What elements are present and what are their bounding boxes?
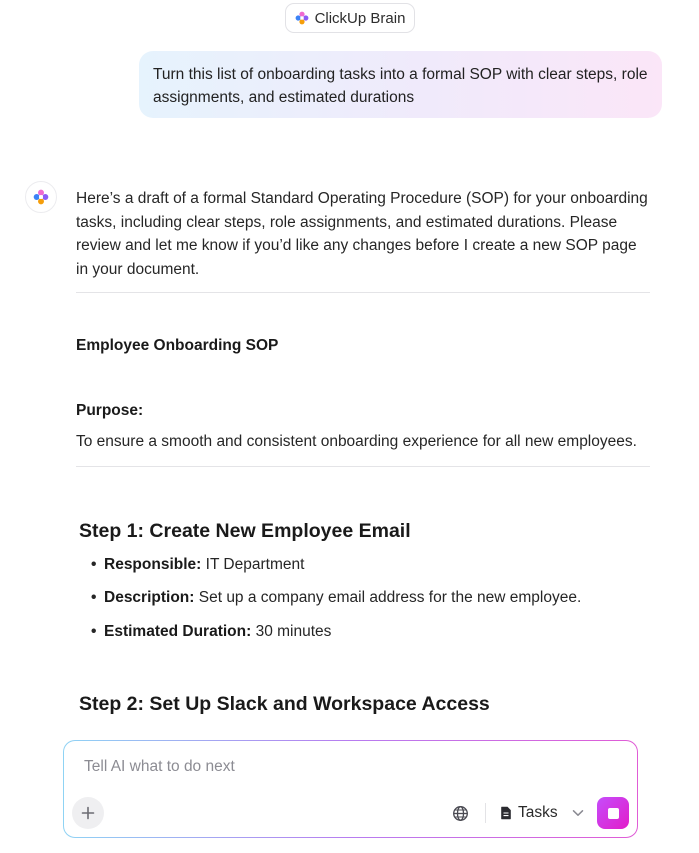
add-attachment-button[interactable] — [72, 797, 104, 829]
plus-icon — [81, 806, 95, 820]
list-item — [91, 556, 304, 574]
bullet-value: Set up a company email address for the new employee. — [194, 589, 582, 606]
clickup-brain-logo-icon — [33, 189, 49, 205]
divider — [76, 466, 650, 467]
user-message-text: Turn this list of onboarding tasks into a formal SOP with clear steps, role assignments, and estimated durations — [153, 66, 648, 106]
prompt-input[interactable] — [84, 758, 504, 776]
bullet-value: IT Department — [201, 556, 305, 573]
context-selector[interactable] — [500, 799, 584, 827]
sop-title: Employee Onboarding SOP — [76, 337, 279, 354]
list-item — [91, 589, 581, 607]
document-icon — [500, 806, 512, 820]
bullet-value: 30 minutes — [251, 623, 332, 640]
step-heading: Step 2: Set Up Slack and Workspace Access — [79, 693, 490, 715]
context-label: Tasks — [518, 804, 558, 821]
globe-icon — [452, 805, 469, 822]
clickup-brain-logo-icon — [295, 11, 309, 25]
toolbar-divider — [485, 803, 486, 823]
assistant-avatar — [25, 181, 57, 213]
web-search-button[interactable] — [448, 801, 472, 825]
bullet-marker: • — [91, 589, 97, 606]
bullet-key: Description: — [104, 589, 195, 606]
chevron-down-icon — [572, 809, 584, 817]
divider — [76, 292, 650, 293]
bullet-marker: • — [91, 556, 97, 573]
assistant-intro-text: Here’s a draft of a formal Standard Operating Procedure (SOP) for your onboarding tasks, including clear steps, role assignments, and estimated durations. Please review and let me know if you’d like any changes before I create a new SOP page in your document. — [76, 190, 648, 278]
purpose-label: Purpose: — [76, 402, 144, 419]
user-message-bubble — [139, 51, 662, 118]
purpose-text: To ensure a smooth and consistent onboarding experience for all new employees. — [76, 433, 637, 450]
clickup-brain-badge — [285, 3, 415, 33]
ai-composer — [63, 740, 638, 838]
stop-generation-button[interactable] — [597, 797, 629, 829]
bullet-key: Responsible: — [104, 556, 202, 573]
list-item — [91, 623, 331, 641]
bullet-marker: • — [91, 623, 97, 640]
bullet-key: Estimated Duration: — [104, 623, 252, 640]
brand-label: ClickUp Brain — [314, 9, 406, 27]
stop-icon — [608, 808, 619, 819]
step-heading: Step 1: Create New Employee Email — [79, 520, 411, 542]
